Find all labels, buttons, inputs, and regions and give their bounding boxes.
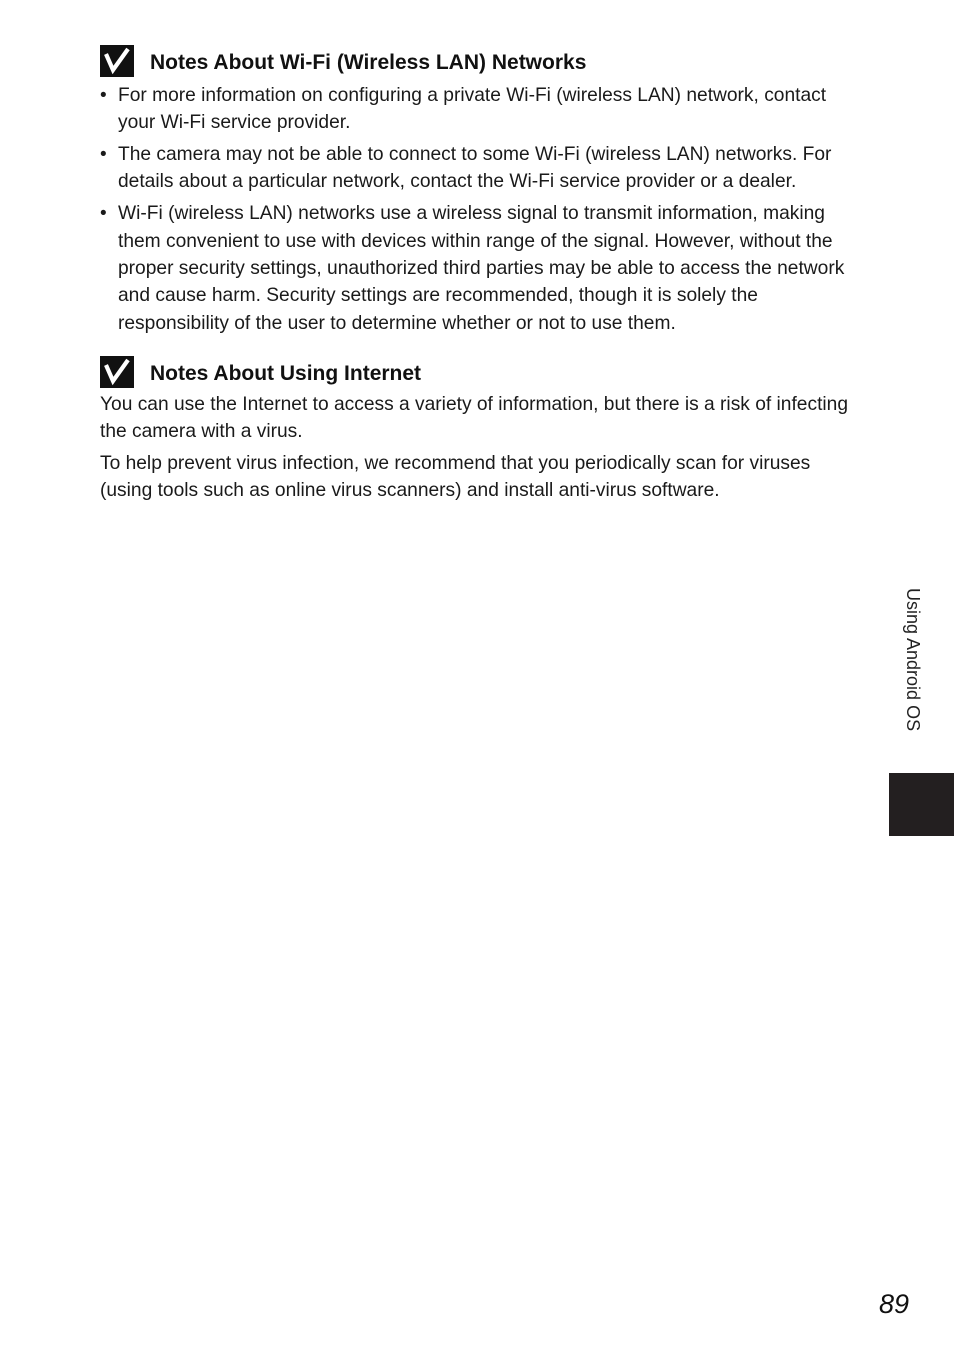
internet-notes-body [100, 391, 860, 505]
wifi-notes-section [100, 45, 860, 341]
internet-notes-title: Notes About Using Internet [150, 362, 422, 385]
side-tab-marker [889, 773, 954, 836]
side-tab-label: Using Android OS [903, 588, 923, 732]
paragraph: You can use the Internet to access a variety of information, but there is a risk of infecting the camera with a virus. [100, 394, 849, 443]
wifi-notes-title: Notes About Wi-Fi (Wireless LAN) Networks [150, 51, 587, 74]
list-item-text: For more information on configuring a private Wi-Fi (wireless LAN) network, contact your Wi-Fi service provider. [118, 85, 827, 134]
list-item [100, 200, 860, 336]
check-note-icon [100, 356, 134, 388]
bullet-icon: • [100, 203, 107, 225]
internet-notes-heading [100, 356, 860, 390]
wifi-notes-heading [100, 45, 860, 79]
list-item-text: Wi-Fi (wireless LAN) networks use a wireless signal to transmit information, making them convenient to use with devices within range of the signal. However, without the proper security settings, unauthorized third parties may be able to access the network and cause harm. Security settings are recommended, though it is solely the responsibility of the user to determine whether or not to use them. [118, 203, 845, 334]
internet-notes-section [100, 356, 860, 509]
page-number: 89 [878, 1289, 909, 1319]
list-item [100, 82, 860, 137]
paragraph: To help prevent virus infection, we recommend that you periodically scan for viruses (using tools such as online virus scanners) and install anti-virus software. [100, 453, 811, 502]
list-item-text: The camera may not be able to connect to some Wi-Fi (wireless LAN) networks. For details about a particular network, contact the Wi-Fi service provider or a dealer. [118, 144, 832, 193]
wifi-notes-list [100, 82, 860, 337]
check-note-icon [100, 45, 134, 77]
bullet-icon: • [100, 144, 107, 166]
list-item [100, 141, 860, 196]
bullet-icon: • [100, 85, 107, 106]
